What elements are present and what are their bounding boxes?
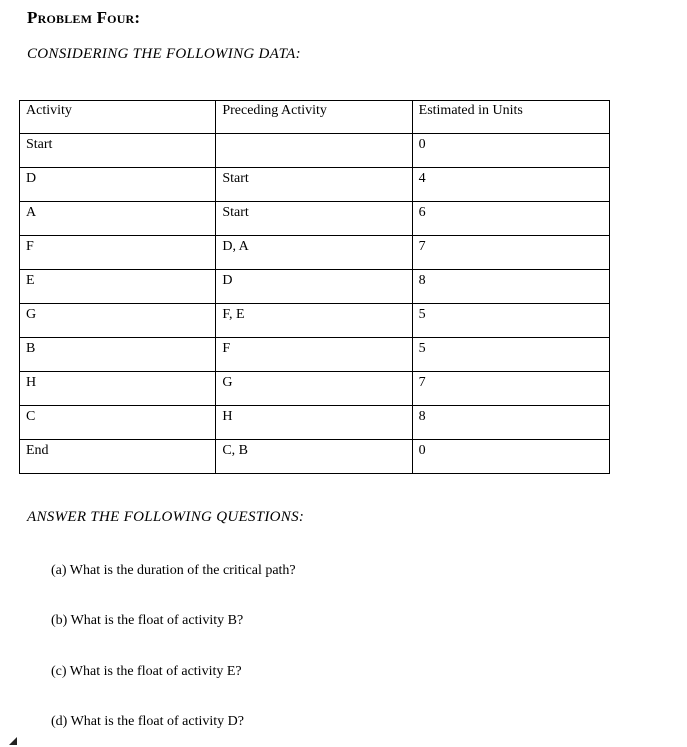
- activity-cell: C: [20, 406, 216, 440]
- table-row: [20, 134, 610, 168]
- preceding-cell: Start: [216, 168, 412, 202]
- preceding-cell: F, E: [216, 304, 412, 338]
- preceding-cell: C, B: [216, 440, 412, 474]
- estimate-cell: 0: [412, 134, 609, 168]
- activity-cell: Start: [20, 134, 216, 168]
- table-row: [20, 168, 610, 202]
- estimate-cell: 0: [412, 440, 609, 474]
- problem-title: Problem Four:: [27, 8, 141, 27]
- activity-cell: A: [20, 202, 216, 236]
- estimate-cell: 8: [412, 406, 609, 440]
- activity-cell: G: [20, 304, 216, 338]
- estimate-cell: 5: [412, 304, 609, 338]
- page-corner-icon: [9, 737, 17, 745]
- header-preceding-activity: Preceding Activity: [216, 101, 412, 134]
- question-a: (a) What is the duration of the critical path?: [51, 563, 296, 578]
- estimate-cell: 7: [412, 236, 609, 270]
- activity-cell: B: [20, 338, 216, 372]
- estimate-cell: 4: [412, 168, 609, 202]
- intro-text: CONSIDERING THE FOLLOWING DATA:: [27, 46, 301, 62]
- table-row: [20, 338, 610, 372]
- table-header-row: [20, 101, 610, 134]
- table-row: [20, 406, 610, 440]
- preceding-cell: [216, 134, 412, 168]
- table-row: [20, 372, 610, 406]
- preceding-cell: H: [216, 406, 412, 440]
- preceding-cell: Start: [216, 202, 412, 236]
- activity-cell: D: [20, 168, 216, 202]
- preceding-cell: D: [216, 270, 412, 304]
- answer-heading: ANSWER THE FOLLOWING QUESTIONS:: [27, 509, 305, 525]
- estimate-cell: 8: [412, 270, 609, 304]
- estimate-cell: 6: [412, 202, 609, 236]
- table-row: [20, 236, 610, 270]
- preceding-cell: F: [216, 338, 412, 372]
- table-row: [20, 270, 610, 304]
- preceding-cell: G: [216, 372, 412, 406]
- estimate-cell: 7: [412, 372, 609, 406]
- activity-cell: F: [20, 236, 216, 270]
- preceding-cell: D, A: [216, 236, 412, 270]
- header-estimated-units: Estimated in Units: [412, 101, 609, 134]
- table-row: [20, 440, 610, 474]
- activity-cell: End: [20, 440, 216, 474]
- activity-cell: E: [20, 270, 216, 304]
- estimate-cell: 5: [412, 338, 609, 372]
- question-c: (c) What is the float of activity E?: [51, 664, 242, 679]
- activity-cell: H: [20, 372, 216, 406]
- activity-table: [19, 100, 610, 474]
- question-d: (d) What is the float of activity D?: [51, 714, 244, 729]
- header-activity: Activity: [20, 101, 216, 134]
- question-b: (b) What is the float of activity B?: [51, 613, 244, 628]
- table-row: [20, 202, 610, 236]
- table-row: [20, 304, 610, 338]
